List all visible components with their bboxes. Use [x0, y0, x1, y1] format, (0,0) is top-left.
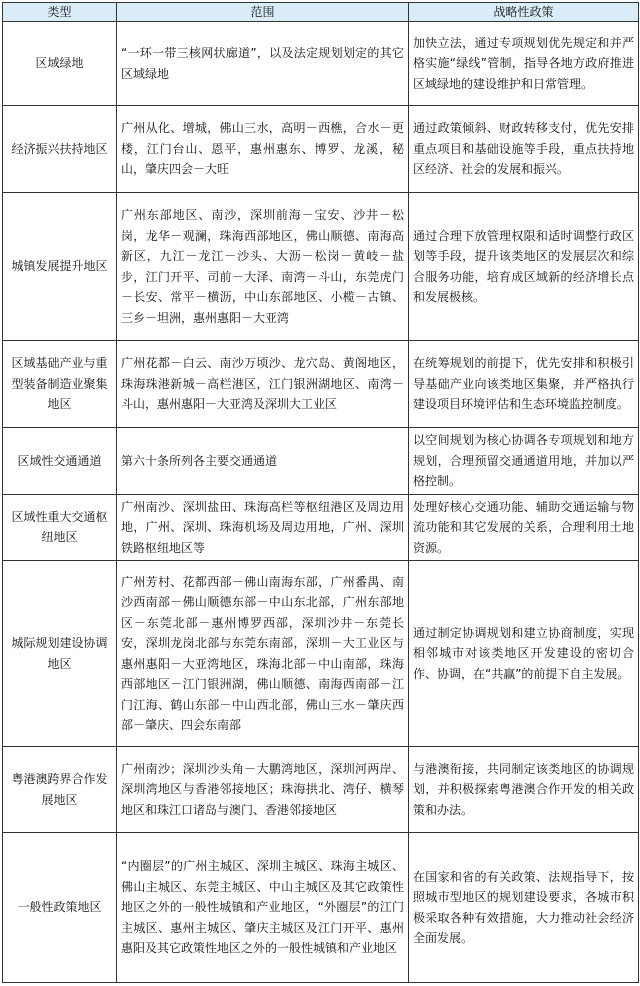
zone-scope: 第六十条所列各主要交通通道 — [117, 428, 409, 495]
zone-scope: 广州南沙；深圳沙头角－大鹏湾地区，深圳河两岸、深圳湾地区与香港邻接地区；珠海拱北、湾仔、横琴地区和珠江口诸岛与澳门、香港邻接地区 — [117, 747, 409, 833]
zone-scope: 广州从化、增城，佛山三水，高明－西樵，合水－更楼，江门台山、恩平，惠州惠东、博罗、龙溪，秘山，肇庆四会－大旺 — [117, 106, 409, 193]
policy-zone-table — [2, 2, 639, 983]
zone-type: 城镇发展提升地区 — [3, 193, 117, 341]
zone-scope: 广州南沙、深圳盐田、珠海高栏等枢纽港区及周边用地，广州、深圳、珠海机场及周边用地，广州、深圳铁路枢纽地区等 — [117, 494, 409, 561]
zone-type: 区域绿地 — [3, 22, 117, 106]
table-row — [3, 561, 639, 747]
header-scope: 范围 — [117, 3, 409, 22]
zone-type: 粤港澳跨界合作发展地区 — [3, 747, 117, 833]
zone-type: 区域基础产业与重型装备制造业聚集地区 — [3, 341, 117, 428]
zone-policy: 通过制定协调规划和建立协商制度，实现相邻城市对该类地区开发建设的密切合作、协调，在“共赢”的前提下自主发展。 — [409, 561, 639, 747]
zone-policy: 在国家和省的有关政策、法规指导下，按照城市型地区的规划建设要求，各城市积极采取各种有效措施，大力推动社会经济全面发展。 — [409, 833, 639, 983]
zone-scope: “一环一带三核网状廊道”，以及法定规划划定的其它区域绿地 — [117, 22, 409, 106]
header-row — [3, 3, 639, 22]
zone-type: 区域性重大交通枢纽地区 — [3, 494, 117, 561]
zone-scope: “内圈层”的广州主城区、深圳主城区、珠海主城区、佛山主城区、东莞主城区、中山主城区及其它政策性地区之外的一般性城镇和产业地区，“外圈层”的江门主城区、惠州主城区、肇庆主城区及江门开平、惠州惠阳及其它政策性地区之外的一般性城镇和产业地区 — [117, 833, 409, 983]
header-policy: 战略性政策 — [409, 3, 639, 22]
table-row — [3, 494, 639, 561]
zone-policy: 在统筹规划的前提下，优先安排和积极引导基础产业向该类地区集聚，并严格执行建设项目环境评估和生态环境监控制度。 — [409, 341, 639, 428]
table-row — [3, 22, 639, 106]
zone-policy: 处理好核心交通功能、辅助交通运输与物流功能和其它发展的关系，合理利用土地资源。 — [409, 494, 639, 561]
table-row — [3, 106, 639, 193]
table-row — [3, 428, 639, 495]
zone-scope: 广州花都－白云、南沙万顷沙、龙穴岛、黄阁地区，珠海珠港新城－高栏港区，江门银洲湖地区、南湾－斗山，惠州惠阳－大亚湾及深圳大工业区 — [117, 341, 409, 428]
table-row — [3, 193, 639, 341]
zone-policy: 加快立法，通过专项规划优先规定和并严格实施“绿线”管制，指导各地方政府推进区域绿地的建设维护和日常管理。 — [409, 22, 639, 106]
zone-scope: 广州东部地区、南沙，深圳前海－宝安、沙井－松岗，龙华－观澜，珠海西部地区，佛山顺德、南海高新区，九江－龙江－沙头、大沥－松岗－黄岐－盐步，江门开平、司前－大泽、南湾－斗山，东莞虎门－长安、常平－横沥，中山东部地区、小榄－古镇、三乡－坦洲，惠州惠阳－大亚湾 — [117, 193, 409, 341]
table-row — [3, 833, 639, 983]
zone-policy: 通过合理下放管理权限和适时调整行政区划等手段，提升该类地区的发展层次和综合服务功能，培育成区域新的经济增长点和发展极核。 — [409, 193, 639, 341]
table-row — [3, 747, 639, 833]
zone-type: 一般性政策地区 — [3, 833, 117, 983]
zone-policy: 通过政策倾斜、财政转移支付，优先安排重点项目和基础设施等手段，重点扶持地区经济、社会的发展和振兴。 — [409, 106, 639, 193]
zone-policy: 与港澳衔接，共同制定该类地区的协调规划，并积极探索粤港澳合作开发的相关政策和办法。 — [409, 747, 639, 833]
zone-type: 区域性交通通道 — [3, 428, 117, 495]
zone-type: 经济振兴扶持地区 — [3, 106, 117, 193]
table-row — [3, 341, 639, 428]
zone-policy: 以空间规划为核心协调各专项规划和地方规划，合理预留交通通道用地，并加以严格控制。 — [409, 428, 639, 495]
zone-scope: 广州芳村、花都西部－佛山南海东部，广州番禺、南沙西南部－佛山顺德东部－中山东北部，广州东部地区－东莞北部－惠州博罗西部，深圳沙井－东莞长安，深圳龙岗北部与东莞东南部，深圳－大工业区与惠州惠阳－大亚湾地区，珠海北部－中山南部，珠海西部地区－江门银洲湖，佛山顺德、南海西南部－江门江海、鹤山东部－中山西北部，佛山三水－肇庆西部－肇庆、四会东南部 — [117, 561, 409, 747]
zone-type: 城际规划建设协调地区 — [3, 561, 117, 747]
header-type: 类型 — [3, 3, 117, 22]
